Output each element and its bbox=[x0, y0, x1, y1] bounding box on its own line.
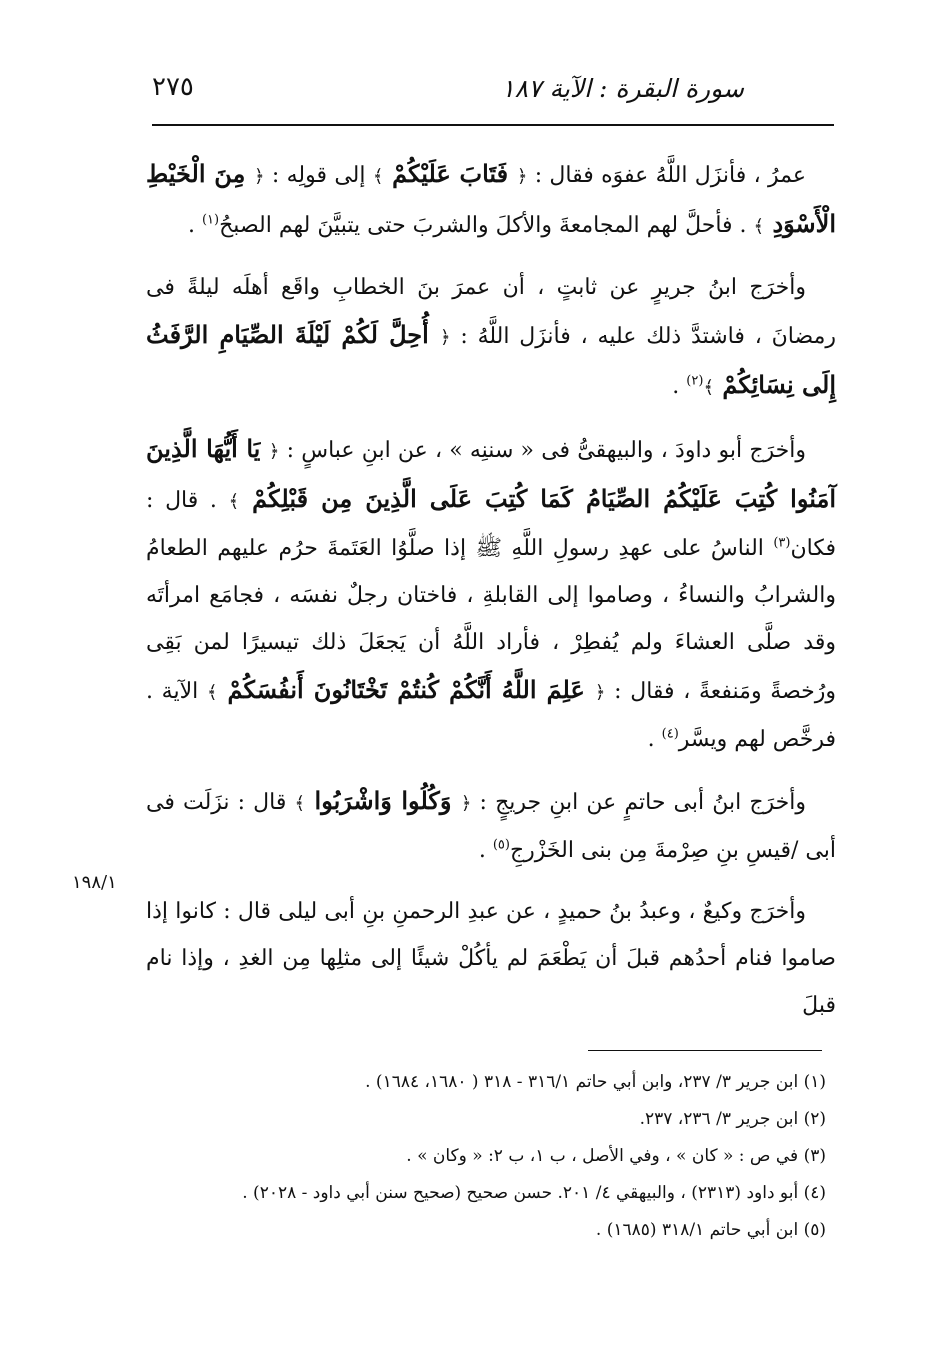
paragraph-text: . فأحلَّ لهم المجامعةَ والأكلَ والشربَ حتى يتبيَّنَ لهم الصبحُ bbox=[219, 213, 754, 238]
quran-bracket: ﴾ bbox=[228, 491, 240, 512]
footnote-5: (٥) ابن أبي حاتم ٣١٨/١ (١٦٨٥) . bbox=[595, 1220, 826, 1240]
footnote-ref: (٢) bbox=[686, 373, 704, 389]
footnote-4: (٤) أبو داود (٢٣١٣) ، والبيهقي ٤/ ٢٠١. حسن صحيح (صحيح سنن أبي داود - ٢٠٢٨) . bbox=[242, 1183, 826, 1203]
quran-verse: عَلِمَ اللَّهُ أَنَّكُمْ كُنتُمْ تَخْتَانُونَ أَنفُسَكُمْ bbox=[217, 675, 595, 704]
paragraph-text: عمرُ ، فأنزَل اللَّهُ عفوَه فقال : bbox=[527, 163, 806, 188]
quran-bracket: ﴿ bbox=[268, 441, 280, 462]
quran-verse: وَكُلُوا وَاشْرَبُوا bbox=[305, 786, 461, 815]
footnotes bbox=[152, 1064, 826, 1249]
quran-verse: مِنَ الْخَيْطِ الْأَسْوَدِ bbox=[146, 159, 836, 238]
page-header bbox=[152, 66, 834, 122]
quran-bracket: ﴿ bbox=[439, 327, 451, 348]
paragraph-1 bbox=[146, 150, 836, 250]
quran-bracket: ﴾ bbox=[703, 377, 714, 398]
quran-bracket: ﴾ bbox=[753, 216, 765, 237]
paragraph-text: وأخرَج ابنُ أبى حاتمٍ عن ابنِ جريجٍ : bbox=[471, 790, 807, 815]
quran-bracket: ﴿ bbox=[254, 166, 265, 187]
quran-verse: فَتَابَ عَلَيْكُمْ bbox=[383, 159, 517, 188]
footnote-2: (٢) ابن جرير ٣/ ٢٣٦، ٢٣٧. bbox=[639, 1109, 826, 1129]
quran-verse: يَا أَيُّهَا الَّذِينَ آمَنُوا كُتِبَ عَلَيْكُمُ الصِّيَامُ كَمَا كُتِبَ عَلَى الَّذِينَ مِن قَبْلِكُمْ bbox=[146, 434, 837, 513]
paragraph-text: . bbox=[478, 838, 493, 863]
paragraph-text: وأخرَج أبو داودَ ، والبيهقىُّ فى « سننِه » ، عن ابنِ عباسٍ : bbox=[279, 438, 806, 463]
paragraph-text: إلى قولِه : bbox=[264, 163, 373, 188]
quran-bracket: ﴿ bbox=[460, 793, 472, 814]
footnote-ref: (٥) bbox=[492, 837, 510, 853]
footnote-rule bbox=[588, 1050, 822, 1051]
paragraph-text: الناسُ على عهدِ رسولِ اللَّهِ ﷺ إذا صلَّوُا العَتَمةَ حرُم عليهم الطعامُ والشرابُ والنساءُ ، وصاموا إلى القابلةِ ، فاختان رجلٌ نفسَه ، فجامَع امرأتَه وقد صلَّى العشاءَ ولم يُفطِرْ ، فأراد اللَّهُ أن يَجعَلَ ذلك تيسيرًا لمن بَقِى ورُخصةً ومَنفعةً ، فقال : bbox=[146, 536, 836, 704]
quran-bracket: ﴿ bbox=[516, 166, 528, 187]
paragraph-text: . bbox=[647, 727, 662, 752]
footnote-3: (٣) في ص : « كان » ، وفي الأصل ، ب ١، ب ٢: « وكان » . bbox=[406, 1146, 826, 1166]
header-rule bbox=[152, 124, 834, 126]
footnote-ref: (٤) bbox=[661, 726, 679, 742]
paragraph-text: . bbox=[672, 374, 687, 399]
running-title: سورة البقرة : الآية ١٨٧ bbox=[501, 74, 744, 103]
footnote-ref: (٣) bbox=[773, 535, 791, 551]
footnote-1: (١) ابن جرير ٣/ ٢٣٧، وابن أبي حاتم ٣١٦/١ - ٣١٨ ( ١٦٨٠، ١٦٨٤) . bbox=[365, 1072, 826, 1092]
paragraph-2 bbox=[146, 264, 836, 411]
quran-bracket: ﴾ bbox=[294, 793, 306, 814]
quran-bracket: ﴿ bbox=[594, 682, 606, 703]
body-text bbox=[146, 150, 836, 1043]
paragraph-text: وأخرَج وكيعٌ ، وعبدُ بنُ حميدٍ ، عن عبدِ الرحمنِ بنِ أبى ليلى قال : كانوا إذا صاموا فنام أحدُهم قبلَ أن يَطْعَمَ لم يأكُلْ شيئًا إلى مثلِها مِن الغدِ ، وإذا نام قبلَ bbox=[146, 899, 836, 1018]
paragraph-4 bbox=[146, 777, 836, 874]
quran-bracket: ﴾ bbox=[372, 166, 384, 187]
page-number: ٢٧٥ bbox=[152, 72, 194, 102]
paragraph-text: . bbox=[187, 213, 202, 238]
paragraph-text: . قال : فكان bbox=[146, 488, 836, 561]
quran-verse: أُحِلَّ لَكُمْ لَيْلَةَ الصِّيَامِ الرَّفَثُ إِلَى نِسَائِكُمْ bbox=[146, 320, 836, 399]
paragraph-3 bbox=[146, 425, 836, 763]
quran-bracket: ﴾ bbox=[206, 682, 218, 703]
paragraph-text: قال : نزَلَت فى أبى /قيسِ بنِ صِرْمةَ مِن بنى الخَزْرجِ bbox=[146, 790, 836, 863]
paragraph-text: وأخرَج ابنُ جريرٍ عن ثابتٍ ، أن عمرَ بنَ الخطابِ واقَع أهلَه ليلةً فى رمضانَ ، فاشتدَّ ذلك عليه ، فأنزَل اللَّهُ : bbox=[146, 275, 836, 349]
margin-note: ١٩٨/١ bbox=[72, 872, 117, 893]
paragraph-text: الآية . فرخَّص لهم ويسَّر bbox=[146, 679, 836, 752]
footnote-ref: (١) bbox=[201, 212, 220, 228]
paragraph-5 bbox=[146, 888, 836, 1029]
